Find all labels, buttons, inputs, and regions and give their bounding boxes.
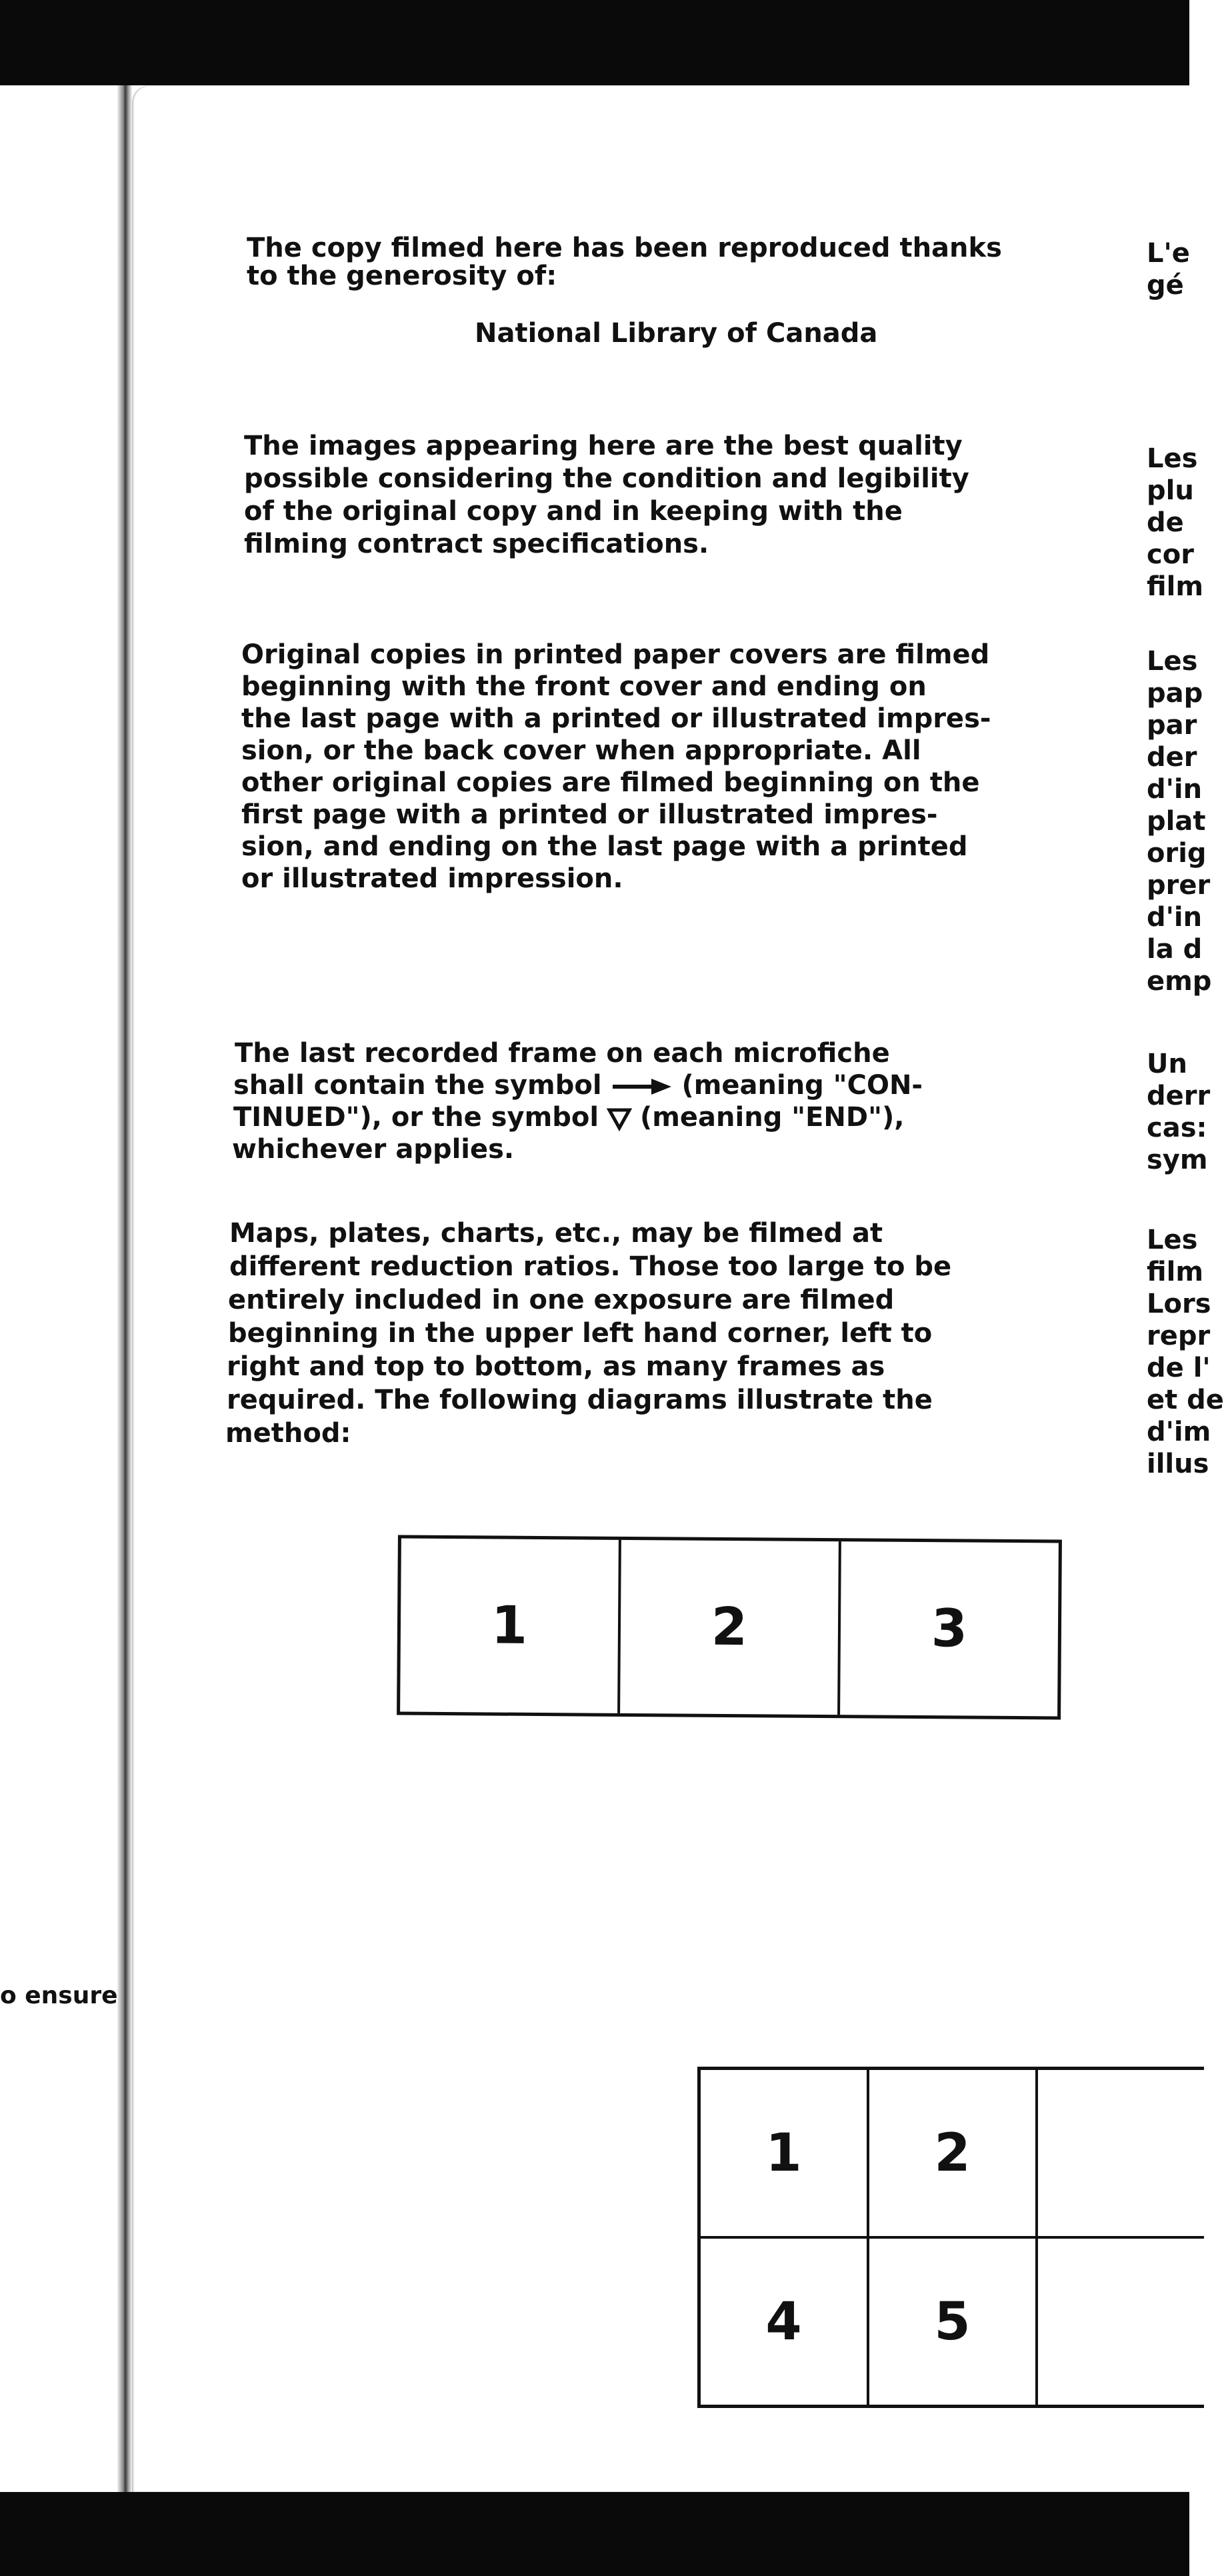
covers-line: other original copies are filmed beginning on the bbox=[241, 767, 980, 798]
quality-line: The images appearing here are the best quality bbox=[244, 431, 963, 461]
covers-line: beginning with the front cover and ending on bbox=[241, 671, 927, 702]
french-fragment: plat bbox=[1147, 806, 1206, 837]
covers-line: sion, or the back cover when appropriate. All bbox=[241, 735, 921, 766]
maps-line: method: bbox=[225, 1418, 351, 1449]
diagram-cell: 2 bbox=[867, 2070, 1035, 2236]
french-fragment: cor bbox=[1147, 539, 1194, 570]
diagram-row bbox=[701, 2236, 1204, 2405]
scan-bottom-border bbox=[0, 2492, 1189, 2576]
french-fragment: sym bbox=[1147, 1145, 1208, 1175]
french-fragment: Lors bbox=[1147, 1289, 1211, 1319]
maps-line: required. The following diagrams illustrate the bbox=[227, 1385, 933, 1415]
french-fragment: repr bbox=[1147, 1321, 1211, 1351]
maps-line: beginning in the upper left hand corner, left to bbox=[228, 1318, 933, 1349]
french-fragment: par bbox=[1147, 710, 1197, 741]
french-fragment: emp bbox=[1147, 966, 1212, 997]
french-fragment: Les bbox=[1147, 1225, 1198, 1255]
covers-line: first page with a printed or illustrated impres- bbox=[241, 799, 938, 830]
french-fragment: de l' bbox=[1147, 1353, 1211, 1383]
symbols-line: The last recorded frame on each microfiche bbox=[235, 1038, 890, 1069]
french-fragment: d'im bbox=[1147, 1417, 1211, 1447]
diagram-cell: 3 bbox=[837, 1541, 1059, 1716]
french-fragment: der bbox=[1147, 742, 1197, 773]
french-fragment: derr bbox=[1147, 1081, 1211, 1111]
french-fragment: orig bbox=[1147, 838, 1207, 869]
diagram-row bbox=[701, 2070, 1204, 2236]
covers-line: or illustrated impression. bbox=[241, 863, 623, 894]
covers-line: the last page with a printed or illustrated impres- bbox=[241, 703, 991, 734]
french-fragment: de bbox=[1147, 507, 1184, 538]
quality-line: filming contract specifications. bbox=[244, 529, 709, 559]
diagram-cell: 5 bbox=[867, 2239, 1035, 2405]
french-fragment: pap bbox=[1147, 678, 1203, 709]
library-name: National Library of Canada bbox=[475, 318, 878, 349]
symbols-text: (meaning "END"), bbox=[639, 1102, 905, 1133]
intro-line: The copy filmed here has been reproduced thanks bbox=[247, 233, 1002, 263]
diagram-cell: 4 bbox=[765, 2291, 802, 2352]
quality-line: of the original copy and in keeping with the bbox=[244, 496, 903, 527]
diagram-cell bbox=[1035, 2070, 1204, 2236]
french-fragment: cas: bbox=[1147, 1113, 1207, 1143]
symbols-text: (meaning "CON- bbox=[681, 1070, 923, 1101]
french-fragment: Les bbox=[1147, 646, 1198, 677]
symbols-text: TINUED"), or the symbol bbox=[233, 1102, 599, 1133]
maps-line: entirely included in one exposure are filmed bbox=[228, 1285, 895, 1315]
maps-line: Maps, plates, charts, etc., may be filmed at bbox=[229, 1218, 883, 1249]
frame-diagram-row bbox=[397, 1535, 1062, 1720]
diagram-row bbox=[400, 1539, 1059, 1717]
diagram-cell bbox=[1035, 2239, 1204, 2405]
french-fragment: plu bbox=[1147, 475, 1194, 506]
symbols-line bbox=[233, 1069, 923, 1101]
quality-line: possible considering the condition and legibility bbox=[244, 463, 969, 494]
intro-line: to the generosity of: bbox=[247, 261, 557, 291]
french-fragment: et de bbox=[1147, 1385, 1224, 1415]
maps-line: different reduction ratios. Those too large to be bbox=[229, 1251, 952, 1282]
continued-arrow-icon bbox=[611, 1078, 673, 1095]
symbols-line bbox=[233, 1101, 904, 1133]
diagram-cell: 1 bbox=[765, 2123, 802, 2183]
french-fragment: d'in bbox=[1147, 774, 1203, 805]
diagram-cell: 1 bbox=[491, 1595, 528, 1656]
diagram-cell: 2 bbox=[617, 1540, 839, 1715]
french-fragment: film bbox=[1147, 571, 1204, 602]
french-fragment: illus bbox=[1147, 1449, 1209, 1479]
page-fold-shadow bbox=[117, 85, 132, 2492]
covers-line: Original copies in printed paper covers are filmed bbox=[241, 639, 990, 670]
french-fragment: Les bbox=[1147, 443, 1198, 474]
symbols-line: whichever applies. bbox=[232, 1134, 515, 1165]
scan-top-border bbox=[0, 0, 1189, 85]
french-fragment: Un bbox=[1147, 1049, 1187, 1079]
covers-line: sion, and ending on the last page with a printed bbox=[241, 831, 968, 862]
symbols-text: shall contain the symbol bbox=[233, 1070, 602, 1101]
maps-line: right and top to bottom, as many frames as bbox=[227, 1351, 885, 1382]
french-fragment: film bbox=[1147, 1257, 1204, 1287]
french-fragment: la d bbox=[1147, 934, 1203, 965]
left-page-edge bbox=[0, 85, 133, 2492]
french-fragment: gé bbox=[1147, 270, 1184, 301]
french-fragment: prer bbox=[1147, 870, 1211, 901]
frame-diagram-grid bbox=[697, 2067, 1204, 2408]
end-triangle-icon bbox=[608, 1108, 631, 1129]
left-margin-fragment: o ensure bbox=[0, 1982, 118, 2009]
french-fragment: L'e bbox=[1147, 238, 1190, 269]
french-fragment: d'in bbox=[1147, 902, 1203, 933]
